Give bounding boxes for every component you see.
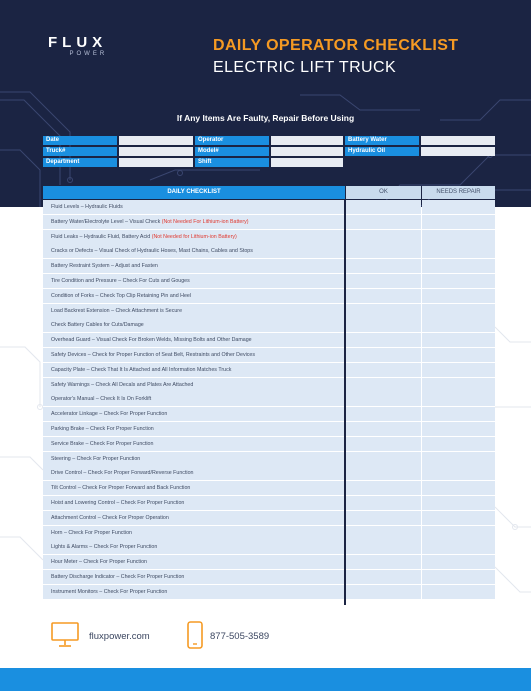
checklist-item-text: Load Backrest Extension – Check Attachment is Secure — [51, 307, 183, 314]
checklist-item — [43, 496, 345, 510]
needs-repair-checkbox-cell[interactable] — [422, 363, 495, 377]
checklist-item-text: Check Battery Cables for Cuts/Damage — [51, 322, 144, 329]
checklist-item — [43, 452, 345, 466]
logo-wordmark: FLUX — [48, 34, 108, 51]
phone-icon — [187, 621, 203, 649]
operator-field[interactable] — [271, 136, 343, 145]
ok-checkbox-cell[interactable] — [346, 274, 421, 288]
checklist-row — [43, 259, 495, 273]
checklist-item — [43, 333, 345, 347]
checklist-row — [43, 422, 495, 436]
needs-repair-checkbox-cell[interactable] — [422, 437, 495, 451]
checklist-item — [43, 437, 345, 451]
shift-label: Shift — [195, 158, 269, 167]
battery-water-label: Battery Water — [345, 136, 419, 145]
ok-checkbox-cell[interactable] — [346, 289, 421, 303]
ok-checkbox-cell[interactable] — [346, 363, 421, 377]
date-label: Date — [43, 136, 117, 145]
needs-repair-checkbox-cell[interactable] — [422, 452, 495, 466]
needs-repair-checkbox-cell[interactable] — [422, 378, 495, 392]
header-daily-checklist: DAILY CHECKLIST — [43, 186, 345, 199]
needs-repair-checkbox-cell[interactable] — [422, 318, 495, 332]
needs-repair-checkbox-cell[interactable] — [422, 496, 495, 510]
lithium-note: (Not Needed For Lithium-ion Battery) — [161, 218, 249, 225]
checklist-row — [43, 526, 495, 540]
checklist-item — [43, 526, 345, 540]
model-field[interactable] — [271, 147, 343, 156]
checklist-row — [43, 378, 495, 392]
ok-checkbox-cell[interactable] — [346, 555, 421, 569]
checklist-item — [43, 466, 345, 480]
needs-repair-checkbox-cell[interactable] — [422, 511, 495, 525]
checklist-item — [43, 511, 345, 525]
needs-repair-checkbox-cell[interactable] — [422, 215, 495, 229]
checklist-item-text: Condition of Forks – Check Top Clip Retaining Pin and Heel — [51, 292, 192, 299]
checklist-row — [43, 481, 495, 495]
page-title: DAILY OPERATOR CHECKLIST — [213, 37, 459, 54]
checklist-item-text: Safety Warnings – Check All Decals and Plates Are Attached — [51, 381, 194, 388]
checklist-row — [43, 496, 495, 510]
checklist-row — [43, 437, 495, 451]
checklist-item — [43, 363, 345, 377]
checklist-row — [43, 244, 495, 258]
checklist-item-text: Cracks or Defects – Visual Check of Hydraulic Hoses, Mast Chains, Cables and Stops — [51, 248, 253, 255]
ok-checkbox-cell[interactable] — [346, 422, 421, 436]
checklist-item — [43, 274, 345, 288]
checklist-item — [43, 540, 345, 554]
needs-repair-checkbox-cell[interactable] — [422, 348, 495, 362]
checklist-row — [43, 555, 495, 569]
checklist-row — [43, 215, 495, 229]
ok-checkbox-cell[interactable] — [346, 570, 421, 584]
checklist-item-text: Drive Control – Check For Proper Forward/Reverse Function — [51, 470, 194, 477]
needs-repair-checkbox-cell[interactable] — [422, 244, 495, 258]
checklist-row — [43, 289, 495, 303]
shift-field[interactable] — [271, 158, 343, 167]
needs-repair-checkbox-cell[interactable] — [422, 422, 495, 436]
checklist-item — [43, 215, 345, 229]
needs-repair-checkbox-cell[interactable] — [422, 540, 495, 554]
checklist-item — [43, 392, 345, 406]
checklist-row — [43, 230, 495, 244]
checklist-item-text: Accelerator Linkage – Check For Proper Function — [51, 411, 168, 418]
truck-field[interactable] — [119, 147, 193, 156]
ok-checkbox-cell[interactable] — [346, 259, 421, 273]
ok-checkbox-cell[interactable] — [346, 481, 421, 495]
checklist-item — [43, 570, 345, 584]
ok-checkbox-cell[interactable] — [346, 496, 421, 510]
model-label: Model# — [195, 147, 269, 156]
ok-checkbox-cell[interactable] — [346, 452, 421, 466]
instruction-text: If Any Items Are Faulty, Repair Before Using — [176, 113, 355, 123]
header-banner — [0, 0, 531, 207]
ok-checkbox-cell[interactable] — [346, 318, 421, 332]
needs-repair-checkbox-cell[interactable] — [422, 274, 495, 288]
checklist-item-text: Parking Brake – Check For Proper Function — [51, 426, 154, 432]
checklist-row — [43, 570, 495, 584]
needs-repair-checkbox-cell[interactable] — [422, 289, 495, 303]
needs-repair-checkbox-cell[interactable] — [422, 481, 495, 495]
checklist-item-text: Fluid Levels – Hydraulic Fluids — [51, 204, 123, 210]
checklist-item-text: Battery Water/Electrolyte Level – Visual Check — [51, 218, 162, 225]
checklist-item-text: Steering – Check For Proper Function — [51, 455, 141, 462]
ok-checkbox-cell[interactable] — [346, 437, 421, 451]
checklist-row — [43, 407, 495, 421]
checklist-row — [43, 304, 495, 318]
ok-checkbox-cell[interactable] — [346, 348, 421, 362]
checklist-item — [43, 481, 345, 495]
date-field[interactable] — [119, 136, 193, 145]
column-divider — [344, 199, 346, 605]
needs-repair-checkbox-cell[interactable] — [422, 230, 495, 244]
checklist-item-text: Safety Devices – Check for Proper Function of Seat Belt, Restraints and Other Devices — [51, 352, 256, 358]
checklist-item — [43, 318, 345, 332]
flux-power-logo — [48, 36, 107, 57]
department-label: Department — [43, 158, 117, 167]
needs-repair-checkbox-cell[interactable] — [422, 200, 495, 214]
ok-checkbox-cell[interactable] — [346, 230, 421, 244]
needs-repair-checkbox-cell[interactable] — [422, 585, 495, 599]
circuit-decoration — [0, 0, 531, 207]
website-link[interactable]: fluxpower.com — [89, 631, 150, 642]
operator-label: Operator — [195, 136, 269, 145]
footer — [0, 618, 531, 668]
lithium-note: (Not Needed for Lithium-ion Battery) — [151, 233, 237, 240]
checklist-row — [43, 585, 495, 599]
ok-checkbox-cell[interactable] — [346, 526, 421, 540]
checklist-item — [43, 230, 345, 244]
checklist-item — [43, 289, 345, 303]
checklist-item-text: Operator's Manual – Check It Is On Forklift — [51, 396, 152, 403]
checklist-row — [43, 333, 495, 347]
checklist-item-text: Hoist and Lowering Control – Check For Proper Function — [51, 500, 185, 506]
needs-repair-checkbox-cell[interactable] — [422, 466, 495, 480]
checklist-row — [43, 274, 495, 288]
checklist-item — [43, 407, 345, 421]
hydraulic-oil-field[interactable] — [421, 147, 495, 156]
checklist-item — [43, 378, 345, 392]
ok-checkbox-cell[interactable] — [346, 304, 421, 318]
checklist-item-text: Attachment Control – Check For Proper Operation — [51, 514, 169, 521]
needs-repair-checkbox-cell[interactable] — [422, 304, 495, 318]
checklist-row — [43, 318, 495, 332]
checklist-item-text: Battery Restraint System – Adjust and Fasten — [51, 263, 158, 270]
phone-number[interactable]: 877-505-3589 — [210, 631, 270, 642]
needs-repair-checkbox-cell[interactable] — [422, 407, 495, 421]
checklist-item-text: Tire Condition and Pressure – Check For Cuts and Gouges — [51, 278, 190, 284]
checklist-item — [43, 304, 345, 318]
header-ok: OK — [346, 186, 421, 199]
checklist-item-text: Hour Meter – Check For Proper Function — [51, 559, 147, 566]
ok-checkbox-cell[interactable] — [346, 466, 421, 480]
checklist-item — [43, 348, 345, 362]
checklist-row — [43, 200, 495, 214]
checklist-row — [43, 540, 495, 554]
checklist-item — [43, 259, 345, 273]
header-needs-repair: NEEDS REPAIR — [422, 186, 495, 199]
needs-repair-checkbox-cell[interactable] — [422, 333, 495, 347]
monitor-icon — [51, 622, 79, 648]
hydraulic-oil-label: Hydraulic Oil — [345, 147, 419, 156]
checklist-row — [43, 466, 495, 480]
ok-checkbox-cell[interactable] — [346, 407, 421, 421]
checklist-item-text: Horn – Check For Proper Function — [51, 529, 132, 536]
ok-checkbox-cell[interactable] — [346, 200, 421, 214]
needs-repair-checkbox-cell[interactable] — [422, 526, 495, 540]
checklist-item-text: Fluid Leaks – Hydraulic Fluid, Battery Acid — [51, 233, 152, 240]
checklist-item — [43, 422, 345, 436]
ok-checkbox-cell[interactable] — [346, 585, 421, 599]
ok-checkbox-cell[interactable] — [346, 378, 421, 392]
checklist-item-text: Overhead Guard – Visual Check For Broken Welds, Missing Bolts and Other Damage — [51, 337, 252, 344]
checklist-item-text: Service Brake – Check For Proper Function — [51, 440, 154, 447]
checklist-row — [43, 392, 495, 406]
checklist-item-text: Lights & Alarms – Check For Proper Function — [51, 544, 158, 551]
ok-checkbox-cell[interactable] — [346, 215, 421, 229]
needs-repair-checkbox-cell[interactable] — [422, 392, 495, 406]
checklist-item-text: Instrument Monitors – Check For Proper Function — [51, 588, 168, 595]
bottom-bar — [0, 668, 531, 691]
checklist-item — [43, 585, 345, 599]
ok-checkbox-cell[interactable] — [346, 511, 421, 525]
page-subtitle: ELECTRIC LIFT TRUCK — [213, 59, 397, 76]
needs-repair-checkbox-cell[interactable] — [422, 570, 495, 584]
checklist-item — [43, 244, 345, 258]
battery-water-field[interactable] — [421, 136, 495, 145]
checklist-item — [43, 555, 345, 569]
checklist-row — [43, 348, 495, 362]
checklist-row — [43, 511, 495, 525]
needs-repair-checkbox-cell[interactable] — [422, 259, 495, 273]
checklist-item — [43, 200, 345, 214]
ok-checkbox-cell[interactable] — [346, 392, 421, 406]
ok-checkbox-cell[interactable] — [346, 333, 421, 347]
checklist-item-text: Tilt Control – Check For Proper Forward and Back Function — [51, 485, 191, 492]
department-field[interactable] — [119, 158, 193, 167]
needs-repair-checkbox-cell[interactable] — [422, 555, 495, 569]
ok-checkbox-cell[interactable] — [346, 540, 421, 554]
checklist-row — [43, 363, 495, 377]
checklist-item-text: Capacity Plate – Check That It Is Attached and All Information Matches Truck — [51, 366, 232, 373]
ok-checkbox-cell[interactable] — [346, 244, 421, 258]
checklist-row — [43, 452, 495, 466]
truck-label: Truck# — [43, 147, 117, 156]
checklist-item-text: Battery Discharge Indicator – Check For Proper Function — [51, 574, 185, 580]
logo-subtext: POWER — [69, 51, 108, 57]
